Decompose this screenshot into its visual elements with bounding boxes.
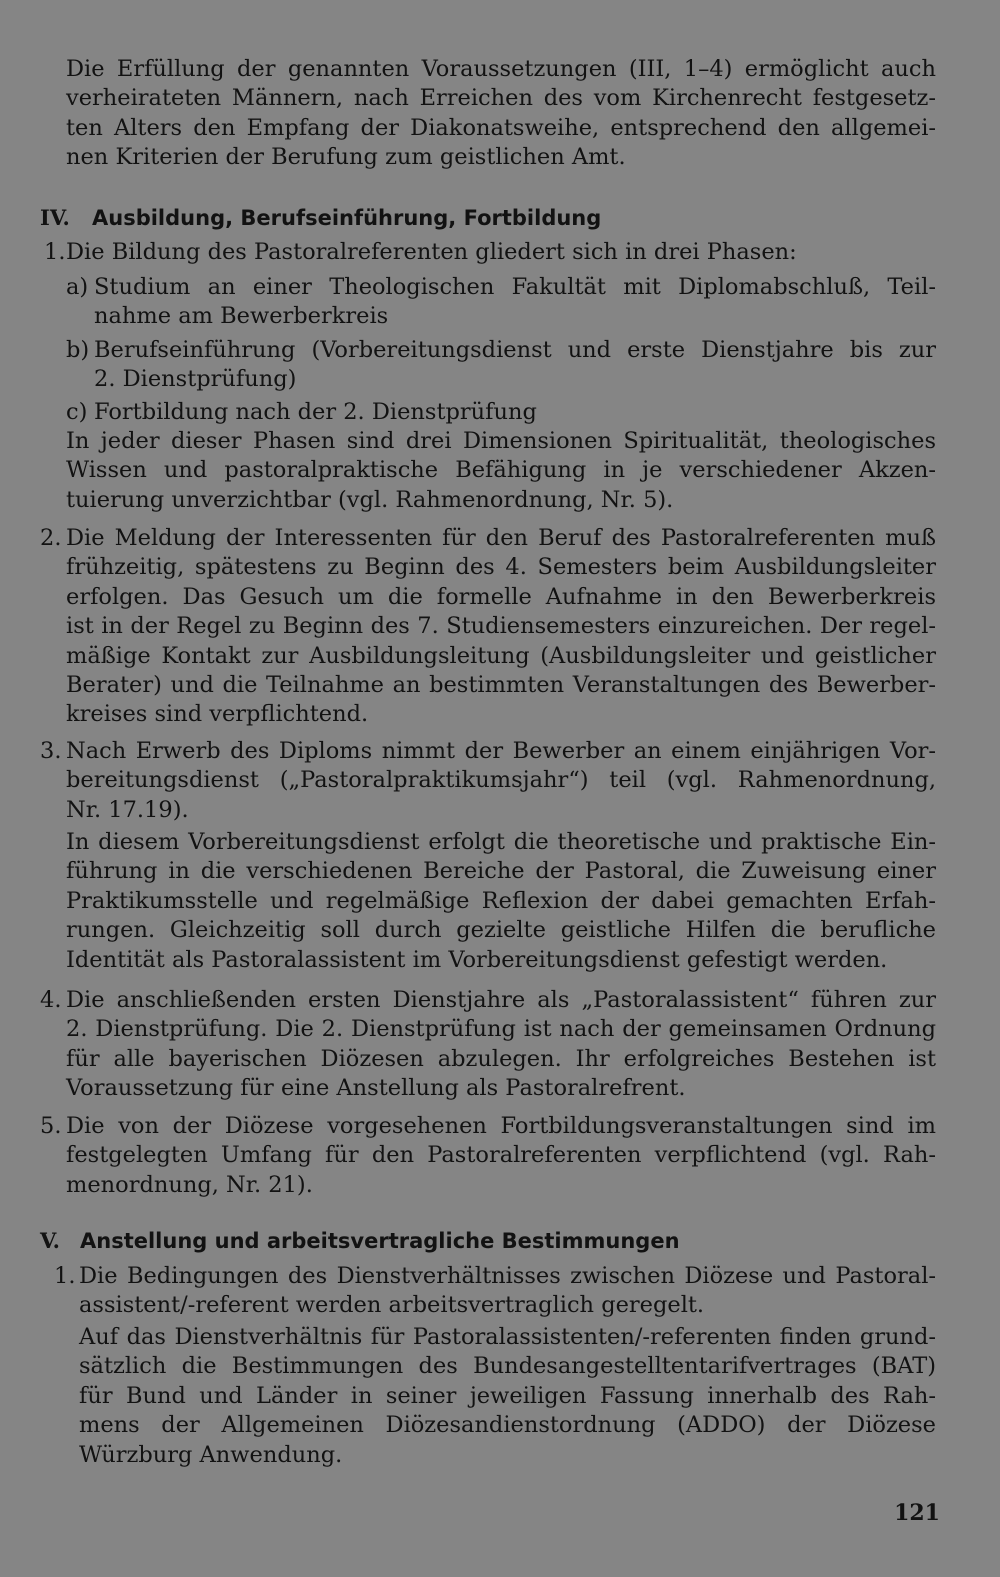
item-text — [66, 986, 936, 1104]
item-number: 2. — [40, 525, 62, 551]
subitem-a — [94, 273, 936, 332]
text-line: erfolgen. Das Gesuch um die formelle Aufnahme in den Bewerberkreis — [66, 583, 936, 610]
text-line: ist in der Regel zu Beginn des 7. Studiensemesters einzureichen. Der regel- — [66, 613, 936, 640]
text-line: mäßige Kontakt zur Ausbildungsleitung (Ausbildungsleiter und geistlicher — [66, 642, 936, 669]
text-line: Berater) und die Teilnahme an bestimmten Veranstaltungen des Bewerber- — [66, 672, 936, 699]
text-line: verheirateten Männern, nach Erreichen des vom Kirchenrecht festgesetz- — [66, 85, 936, 112]
subitem-label: a) — [66, 274, 89, 300]
text-line: Nr. 17.19). — [66, 796, 189, 823]
item-number: 4. — [40, 987, 62, 1013]
paragraph — [79, 1323, 936, 1470]
text-line: menordnung, Nr. 21). — [66, 1171, 313, 1198]
text-line: für alle bayerischen Diözesen abzulegen. Ihr erfolgreiches Bestehen ist — [66, 1045, 936, 1072]
text-line: frühzeitig, spätestens zu Beginn des 4. Semesters beim Ausbildungsleiter — [66, 554, 936, 581]
text-line: Die Erfüllung der genannten Voraussetzungen (III, 1–4) ermöglicht auch — [66, 56, 936, 82]
section-title: Anstellung und arbeitsvertragliche Bestimmungen — [80, 1229, 680, 1253]
text-line: Wissen und pastoralpraktische Befähigung in je verschiedener Akzen- — [66, 457, 936, 484]
text-line: 2. Dienstprüfung) — [94, 366, 297, 393]
item-number: 5. — [40, 1113, 62, 1139]
section-heading-v — [40, 1226, 680, 1256]
paragraph — [66, 427, 936, 515]
text-line: bereitungsdienst („Pastoralpraktikumsjahr“) teil (vgl. Rahmenordnung, — [66, 767, 936, 794]
text-line: In diesem Vorbereitungsdienst erfolgt die theoretische und praktische Ein- — [66, 829, 936, 855]
text-line: Identität als Pastoralassistent im Vorbereitungsdienst gefestigt werden. — [66, 946, 888, 973]
text-line: Voraussetzung für eine Anstellung als Pastoralrefrent. — [66, 1075, 686, 1102]
text-line: Praktikumsstelle und regelmäßige Reflexion der dabei gemachten Erfah- — [66, 887, 936, 914]
text-line: Studium an einer Theologischen Fakultät mit Diplomabschluß, Teil- — [94, 274, 936, 300]
text-line: Auf das Dienstverhältnis für Pastoralassistenten/-referenten finden grund- — [79, 1324, 936, 1350]
text-line: führung in die verschiedenen Bereiche der Pastoral, die Zuweisung einer — [66, 858, 936, 885]
text-line: nahme am Bewerberkreis — [94, 303, 389, 330]
section-number: IV. — [40, 205, 70, 230]
item-number: 3. — [40, 738, 62, 764]
item-text — [66, 1112, 936, 1200]
text-line: nen Kriterien der Berufung zum geistlichen Amt. — [66, 144, 626, 171]
text-line: tuierung unverzichtbar (vgl. Rahmenordnung, Nr. 5). — [66, 486, 674, 513]
text-line: sätzlich die Bestimmungen des Bundesangestelltentarifvertrages (BAT) — [79, 1353, 936, 1380]
text-line: 2. Dienstprüfung. Die 2. Dienstprüfung ist nach der gemeinsamen Ordnung — [66, 1016, 936, 1043]
page-number: 121 — [894, 1500, 940, 1526]
subitem-c: Fortbildung nach der 2. Dienstprüfung — [94, 399, 537, 425]
item-number: 1. — [44, 239, 66, 265]
text-line: Die von der Diözese vorgesehenen Fortbildungsveranstaltungen sind im — [66, 1113, 936, 1139]
subitem-label: c) — [66, 399, 88, 425]
text-line: Die Meldung der Interessenten für den Beruf des Pastoralreferenten muß — [66, 525, 936, 551]
text-line: kreises sind verpflichtend. — [66, 701, 369, 728]
paragraph — [66, 828, 936, 975]
text-line: rungen. Gleichzeitig soll durch gezielte geistliche Hilfen die berufliche — [66, 917, 936, 944]
item-text — [66, 524, 936, 730]
text-line: mens der Allgemeinen Diözesandienstordnung (ADDO) der Diözese — [79, 1412, 936, 1439]
text-line: ten Alters den Empfang der Diakonatsweihe, entsprechend den allgemei- — [66, 114, 936, 141]
text-line: für Bund und Länder in seiner jeweiligen Fassung innerhalb des Rah- — [79, 1382, 936, 1409]
item-text — [79, 1262, 936, 1321]
item-number: 1. — [54, 1263, 76, 1289]
subitem-label: b) — [66, 337, 90, 363]
section-heading-iv — [40, 203, 601, 233]
text-line: Die anschließenden ersten Dienstjahre als „Pastoralassistent“ führen zur — [66, 987, 936, 1013]
text-line: Würzburg Anwendung. — [79, 1441, 343, 1468]
section-number: V. — [40, 1228, 60, 1253]
text-line: In jeder dieser Phasen sind drei Dimensionen Spiritualität, theologisches — [66, 428, 936, 454]
section-title: Ausbildung, Berufseinführung, Fortbildung — [92, 206, 602, 230]
subitem-b — [94, 336, 936, 395]
item-text: Die Bildung des Pastoralreferenten gliedert sich in drei Phasen: — [66, 239, 797, 265]
text-line: Die Bedingungen des Dienstverhältnisses zwischen Diözese und Pastoral- — [79, 1263, 936, 1289]
text-line: assistent/-referent werden arbeitsvertraglich geregelt. — [79, 1292, 705, 1319]
text-line: Berufseinführung (Vorbereitungsdienst und erste Dienstjahre bis zur — [94, 337, 936, 363]
text-line: festgelegten Umfang für den Pastoralreferenten verpflichtend (vgl. Rah- — [66, 1142, 936, 1169]
intro-paragraph — [66, 55, 936, 173]
item-text — [66, 737, 936, 825]
text-line: Nach Erwerb des Diploms nimmt der Bewerber an einem einjährigen Vor- — [66, 738, 936, 764]
